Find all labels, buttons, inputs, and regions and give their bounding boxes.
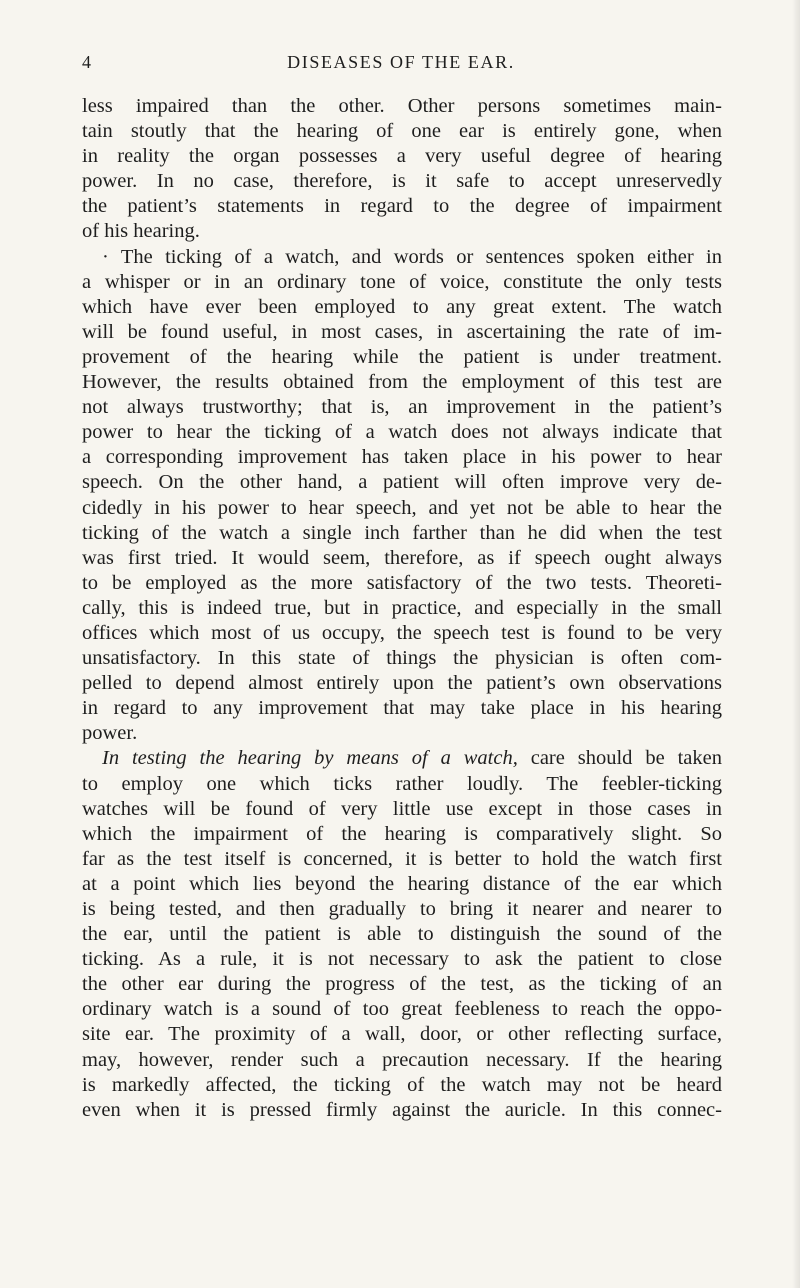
text-line: to be employed as the more satisfactory of the two tests. Theoreti- bbox=[82, 571, 722, 594]
text-line: the other ear during the progress of the test, as the ticking of an bbox=[82, 973, 722, 996]
text-line: ticking. As a rule, it is not necessary to ask the patient to close bbox=[82, 948, 722, 971]
text-line: the patient’s statements in regard to the degree of impairment bbox=[82, 195, 722, 218]
text-line: cally, this is indeed true, but in practice, and especially in the small bbox=[82, 596, 722, 619]
text-line: not always trustworthy; that is, an improvement in the patient’s bbox=[82, 396, 722, 419]
text-line: power. bbox=[82, 722, 138, 745]
text-line-rest: care should be taken bbox=[517, 747, 722, 770]
text-line: However, the results obtained from the employment of this test are bbox=[82, 371, 722, 394]
text-line: is markedly affected, the ticking of the watch may not be heard bbox=[82, 1073, 722, 1096]
text-line: watches will be found of very little use except in those cases in bbox=[82, 797, 722, 820]
text-line: may, however, render such a precaution necessary. If the hearing bbox=[82, 1048, 722, 1071]
text-line: less impaired than the other. Other persons sometimes main- bbox=[82, 95, 722, 117]
text-line: of his hearing. bbox=[82, 220, 200, 243]
running-title: DISEASES OF THE EAR. bbox=[287, 52, 515, 72]
running-head bbox=[82, 52, 720, 76]
text-line: will be found useful, in most cases, in ascertaining the rate of im- bbox=[82, 320, 722, 343]
text-line: ticking of the watch a single inch farther than he did when the test bbox=[82, 521, 722, 544]
text-line: tain stoutly that the hearing of one ear is entirely gone, when bbox=[82, 120, 722, 143]
page-number: 4 bbox=[82, 52, 93, 72]
text-line: cidedly in his power to hear speech, and yet not be able to hear the bbox=[82, 496, 722, 519]
text-line: provement of the hearing while the patient is under treatment. bbox=[82, 345, 722, 368]
text-line: site ear. The proximity of a wall, door, or other reflecting surface, bbox=[82, 1023, 722, 1046]
body-text bbox=[82, 94, 722, 1123]
text-line: offices which most of us occupy, the speech test is found to be very bbox=[82, 621, 722, 644]
text-line: a whisper or in an ordinary tone of voice, constitute the only tests bbox=[82, 270, 722, 293]
text-line: in reality the organ possesses a very useful degree of hearing bbox=[82, 145, 722, 168]
paragraph-3 bbox=[82, 746, 722, 1122]
paragraph-2 bbox=[82, 245, 722, 747]
text-line: the ear, until the patient is able to distinguish the sound of the bbox=[82, 923, 722, 946]
text-line: a corresponding improvement has taken place in his power to hear bbox=[82, 446, 722, 469]
page-edge-shadow bbox=[792, 0, 800, 1288]
text-line: to employ one which ticks rather loudly. The feebler-ticking bbox=[82, 772, 722, 795]
text-line: at a point which lies beyond the hearing distance of the ear which bbox=[82, 872, 722, 895]
text-line: power to hear the ticking of a watch does not always indicate that bbox=[82, 421, 722, 444]
text-line bbox=[82, 746, 722, 771]
italic-lead: In testing the hearing by means of a watch, bbox=[102, 747, 518, 770]
text-line: pelled to depend almost entirely upon the patient’s own observations bbox=[82, 672, 722, 695]
paragraph-1 bbox=[82, 94, 722, 245]
text-line: ordinary watch is a sound of too great feebleness to reach the oppo- bbox=[82, 998, 722, 1021]
text-line: · The ticking of a watch, and words or sentences spoken either in bbox=[102, 245, 722, 268]
text-line: speech. On the other hand, a patient will often improve very de- bbox=[82, 471, 722, 494]
text-line: was first tried. It would seem, therefore, as if speech ought always bbox=[82, 546, 722, 569]
text-line: which have ever been employed to any great extent. The watch bbox=[82, 295, 722, 318]
text-line: unsatisfactory. In this state of things the physician is often com- bbox=[82, 647, 722, 670]
text-line: power. In no case, therefore, is it safe to accept unreservedly bbox=[82, 170, 722, 193]
text-line: far as the test itself is concerned, it is better to hold the watch first bbox=[82, 847, 722, 870]
text-line: even when it is pressed firmly against the auricle. In this connec- bbox=[82, 1098, 722, 1121]
text-line: in regard to any improvement that may take place in his hearing bbox=[82, 697, 722, 720]
text-line: which the impairment of the hearing is comparatively slight. So bbox=[82, 822, 722, 845]
text-line: is being tested, and then gradually to bring it nearer and nearer to bbox=[82, 898, 722, 920]
